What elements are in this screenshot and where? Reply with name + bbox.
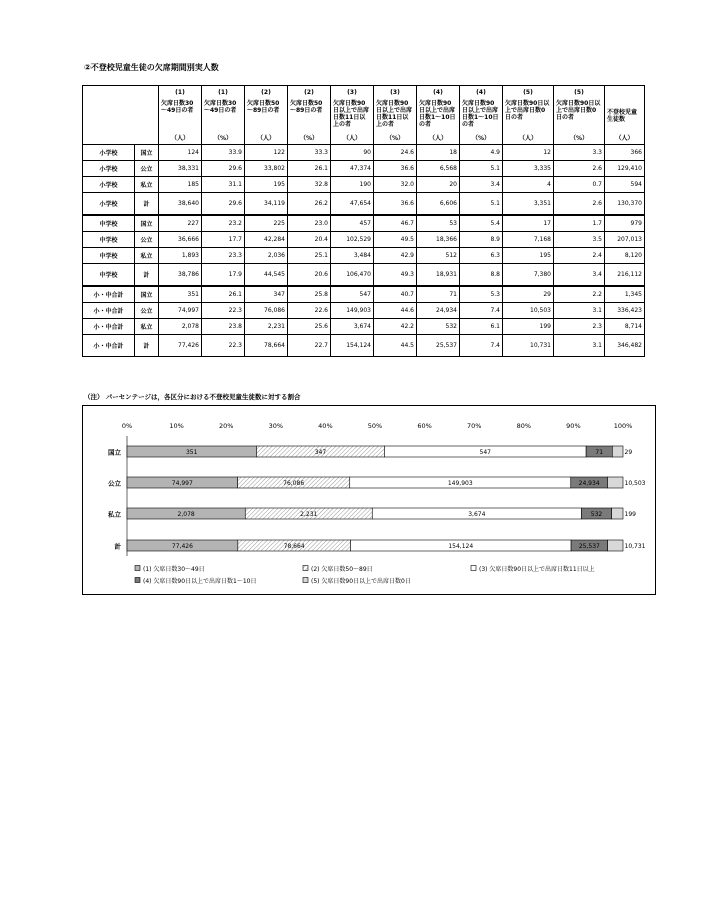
x-tick-label: 30% [268,422,284,430]
value-cell: 17 [503,215,554,232]
value-cell: 190 [331,177,374,193]
x-tick-label: 0% [121,422,133,430]
value-cell: 18,366 [417,232,460,248]
school-level-cell: 小学校 [83,193,135,216]
value-cell: 6.3 [460,248,503,264]
value-cell: 23.2 [202,215,245,232]
table-row [83,335,645,357]
value-cell: 106,470 [331,264,374,287]
value-cell: 38,640 [159,193,202,216]
data-label: 29 [624,449,633,456]
data-label: 77,426 [171,543,193,550]
value-cell: 3.1 [554,335,605,357]
data-label: 2,231 [300,511,318,518]
column-unit: （人） [417,132,460,145]
school-level-cell: 小・中合計 [83,319,135,335]
value-cell: 17.9 [202,264,245,287]
chart-frame [82,405,656,595]
value-cell: 216,112 [605,264,645,287]
column-header: 欠席日数30～49日の者 [202,98,245,132]
table-corner [83,86,159,145]
table-row [83,286,645,303]
value-cell: 4.9 [460,145,503,161]
value-cell: 33.9 [202,145,245,161]
value-cell: 22.3 [202,335,245,357]
column-unit: （人） [331,132,374,145]
column-code: (5) [554,86,605,99]
data-label: 71 [595,449,604,456]
table-row [83,319,645,335]
value-cell: 47,374 [331,161,374,177]
data-label: 547 [479,449,491,456]
value-cell: 185 [159,177,202,193]
data-label: 10,503 [624,480,646,487]
school-type-cell: 計 [135,193,159,216]
value-cell: 78,664 [245,335,288,357]
value-cell: 2.6 [554,161,605,177]
value-cell: 33,802 [245,161,288,177]
value-cell: 351 [159,286,202,303]
table-row [83,177,645,193]
school-level-cell: 中学校 [83,264,135,287]
school-type-cell: 私立 [135,248,159,264]
value-cell: 3.3 [554,145,605,161]
value-cell: 47,654 [331,193,374,216]
value-cell: 457 [331,215,374,232]
table-row [83,248,645,264]
bar-segment [608,540,623,551]
data-label: 10,731 [624,543,646,550]
column-code: (2) [288,86,331,99]
value-cell: 32.0 [374,177,417,193]
column-unit: （%） [460,132,503,145]
value-cell: 31.1 [202,177,245,193]
data-label: 532 [590,511,603,518]
value-cell: 5.1 [460,193,503,216]
value-cell: 3,351 [503,193,554,216]
school-type-cell: 私立 [135,319,159,335]
value-cell: 34,119 [245,193,288,216]
legend-swatch [303,566,308,571]
x-tick-label: 90% [566,422,581,430]
column-unit: （人） [503,132,554,145]
value-cell: 5.3 [460,286,503,303]
value-cell: 3.1 [554,303,605,319]
data-label: 199 [624,511,636,518]
value-cell: 149,903 [331,303,374,319]
table-row [83,161,645,177]
value-cell: 26.1 [288,161,331,177]
table-row [83,193,645,216]
value-cell: 25.1 [288,248,331,264]
column-header: 欠席日数90日以上で出席日数11日以上の者 [374,98,417,132]
legend-label: (3) 欠席日数90日以上で出席日数11日以上 [479,566,595,573]
value-cell: 24,934 [417,303,460,319]
x-tick-label: 70% [466,422,482,430]
value-cell: 46.7 [374,215,417,232]
value-cell: 2,036 [245,248,288,264]
value-cell: 532 [417,319,460,335]
value-cell: 3,335 [503,161,554,177]
school-type-cell: 計 [135,335,159,357]
value-cell: 195 [245,177,288,193]
value-cell: 2,078 [159,319,202,335]
value-cell: 23.0 [288,215,331,232]
value-cell: 122 [245,145,288,161]
value-cell: 90 [331,145,374,161]
column-unit: （%） [202,132,245,145]
value-cell: 18 [417,145,460,161]
value-cell: 10,731 [503,335,554,357]
school-type-cell: 国立 [135,145,159,161]
footnote: （注） パーセンテージは，各区分における不登校児童生徒数に対する割合 [84,393,301,401]
value-cell: 3,484 [331,248,374,264]
value-cell: 594 [605,177,645,193]
legend-swatch [135,578,140,583]
column-header: 欠席日数90日以上で出席日数1～10日の者 [417,98,460,132]
value-cell: 23.3 [202,248,245,264]
column-code: (1) [202,86,245,99]
value-cell: 25.8 [288,286,331,303]
data-label: 347 [314,449,327,456]
bar-segment [608,477,623,488]
column-unit: （人） [605,132,645,145]
column-code [605,86,645,99]
value-cell: 33.3 [288,145,331,161]
value-cell: 20.6 [288,264,331,287]
data-label: 24,934 [578,480,600,487]
column-code: (4) [417,86,460,99]
value-cell: 5.1 [460,161,503,177]
stacked-bar-chart [83,406,655,594]
data-label: 2,078 [177,511,195,518]
value-cell: 1.7 [554,215,605,232]
page-title: ②不登校児童生徒の欠席期間別実人数 [84,63,219,72]
value-cell: 7,168 [503,232,554,248]
category-label: 公立 [108,479,121,488]
table-row [83,145,645,161]
data-label: 351 [185,449,198,456]
value-cell: 17.7 [202,232,245,248]
value-cell: 0.7 [554,177,605,193]
value-cell: 195 [503,248,554,264]
value-cell: 8,714 [605,319,645,335]
value-cell: 23.8 [202,319,245,335]
legend-label: (4) 欠席日数90日以上で出席日数1～10日 [143,578,257,585]
school-level-cell: 中学校 [83,232,135,248]
table-row [83,215,645,232]
data-label: 78,664 [283,543,305,550]
value-cell: 3.4 [460,177,503,193]
value-cell: 547 [331,286,374,303]
value-cell: 29 [503,286,554,303]
value-cell: 207,013 [605,232,645,248]
value-cell: 42.2 [374,319,417,335]
value-cell: 2.6 [554,193,605,216]
x-tick-label: 100% [613,422,633,430]
column-header: 不登校児童生徒数 [605,98,645,132]
column-unit: （人） [159,132,202,145]
value-cell: 1,345 [605,286,645,303]
value-cell: 3,674 [331,319,374,335]
school-level-cell: 小・中合計 [83,303,135,319]
column-code: (4) [460,86,503,99]
category-label: 国立 [108,448,121,457]
value-cell: 8.8 [460,264,503,287]
value-cell: 25.6 [288,319,331,335]
value-cell: 36.6 [374,193,417,216]
legend-label: (2) 欠席日数50～89日 [311,566,373,573]
value-cell: 24.6 [374,145,417,161]
value-cell: 129,410 [605,161,645,177]
legend-label: (5) 欠席日数90日以上で出席日数0日 [311,578,411,585]
column-code: (3) [374,86,417,99]
school-type-cell: 公立 [135,161,159,177]
value-cell: 18,931 [417,264,460,287]
school-type-cell: 私立 [135,177,159,193]
school-level-cell: 小学校 [83,145,135,161]
x-tick-label: 10% [169,422,184,430]
school-type-cell: 公立 [135,303,159,319]
value-cell: 227 [159,215,202,232]
value-cell: 22.6 [288,303,331,319]
value-cell: 2.3 [554,319,605,335]
value-cell: 6,606 [417,193,460,216]
table-row [83,232,645,248]
value-cell: 7.4 [460,303,503,319]
value-cell: 154,124 [331,335,374,357]
value-cell: 20 [417,177,460,193]
column-header: 欠席日数50～89日の者 [288,98,331,132]
value-cell: 38,786 [159,264,202,287]
data-label: 25,537 [578,543,600,550]
legend-swatch [303,578,308,583]
value-cell: 366 [605,145,645,161]
school-type-cell: 国立 [135,286,159,303]
value-cell: 49.5 [374,232,417,248]
value-cell: 20.4 [288,232,331,248]
data-label: 154,124 [448,543,474,550]
value-cell: 38,331 [159,161,202,177]
bar-segment [612,508,623,519]
value-cell: 1,893 [159,248,202,264]
column-unit: （%） [288,132,331,145]
value-cell: 130,370 [605,193,645,216]
value-cell: 44.6 [374,303,417,319]
value-cell: 7,380 [503,264,554,287]
column-code: (3) [331,86,374,99]
x-tick-label: 50% [367,422,383,430]
value-cell: 12 [503,145,554,161]
value-cell: 7.4 [460,335,503,357]
x-tick-label: 40% [318,422,333,430]
school-level-cell: 小学校 [83,177,135,193]
value-cell: 3.4 [554,264,605,287]
value-cell: 347 [245,286,288,303]
x-tick-label: 60% [417,422,432,430]
value-cell: 26.1 [202,286,245,303]
value-cell: 10,503 [503,303,554,319]
value-cell: 76,086 [245,303,288,319]
value-cell: 29.6 [202,193,245,216]
value-cell: 36.6 [374,161,417,177]
value-cell: 346,482 [605,335,645,357]
value-cell: 2.4 [554,248,605,264]
value-cell: 2.2 [554,286,605,303]
school-type-cell: 国立 [135,215,159,232]
data-label: 3,674 [468,511,486,518]
value-cell: 40.7 [374,286,417,303]
column-header: 欠席日数90日以上で出席日数0日の者 [503,98,554,132]
value-cell: 124 [159,145,202,161]
value-cell: 44,545 [245,264,288,287]
legend-swatch [135,566,140,571]
value-cell: 71 [417,286,460,303]
column-header: 欠席日数30～49日の者 [159,98,202,132]
column-unit: （%） [554,132,605,145]
value-cell: 336,423 [605,303,645,319]
bar-segment [612,446,623,457]
school-level-cell: 中学校 [83,215,135,232]
value-cell: 2,231 [245,319,288,335]
value-cell: 26.2 [288,193,331,216]
x-tick-label: 80% [516,422,532,430]
absence-table [82,85,645,357]
value-cell: 6.1 [460,319,503,335]
value-cell: 44.5 [374,335,417,357]
school-level-cell: 小・中合計 [83,286,135,303]
value-cell: 4 [503,177,554,193]
value-cell: 8.9 [460,232,503,248]
value-cell: 53 [417,215,460,232]
category-label: 私立 [108,510,121,519]
school-type-cell: 公立 [135,232,159,248]
legend-swatch [471,566,476,571]
value-cell: 42.9 [374,248,417,264]
value-cell: 3.5 [554,232,605,248]
data-label: 74,997 [171,480,193,487]
value-cell: 32.8 [288,177,331,193]
value-cell: 74,997 [159,303,202,319]
data-label: 76,086 [283,480,305,487]
x-tick-label: 20% [218,422,234,430]
legend-label: (1) 欠席日数30～49日 [143,566,205,573]
school-level-cell: 小・中合計 [83,335,135,357]
value-cell: 49.3 [374,264,417,287]
column-code: (1) [159,86,202,99]
value-cell: 5.4 [460,215,503,232]
school-level-cell: 小学校 [83,161,135,177]
column-header: 欠席日数90日以上で出席日数1～10日の者 [460,98,503,132]
value-cell: 25,537 [417,335,460,357]
category-label: 計 [114,542,121,551]
value-cell: 22.7 [288,335,331,357]
table-row [83,303,645,319]
value-cell: 29.6 [202,161,245,177]
column-code: (5) [503,86,554,99]
value-cell: 22.3 [202,303,245,319]
value-cell: 42,284 [245,232,288,248]
school-type-cell: 計 [135,264,159,287]
column-header: 欠席日数90日以上で出席日数11日以上の者 [331,98,374,132]
data-label: 149,903 [447,480,473,487]
value-cell: 8,120 [605,248,645,264]
value-cell: 225 [245,215,288,232]
column-header: 欠席日数90日以上で出席日数0日の者 [554,98,605,132]
value-cell: 512 [417,248,460,264]
school-level-cell: 中学校 [83,248,135,264]
column-header: 欠席日数50～89日の者 [245,98,288,132]
value-cell: 199 [503,319,554,335]
value-cell: 102,529 [331,232,374,248]
column-unit: （人） [245,132,288,145]
column-unit: （%） [374,132,417,145]
value-cell: 979 [605,215,645,232]
value-cell: 36,666 [159,232,202,248]
table-row [83,264,645,287]
value-cell: 77,426 [159,335,202,357]
value-cell: 6,568 [417,161,460,177]
column-code: (2) [245,86,288,99]
